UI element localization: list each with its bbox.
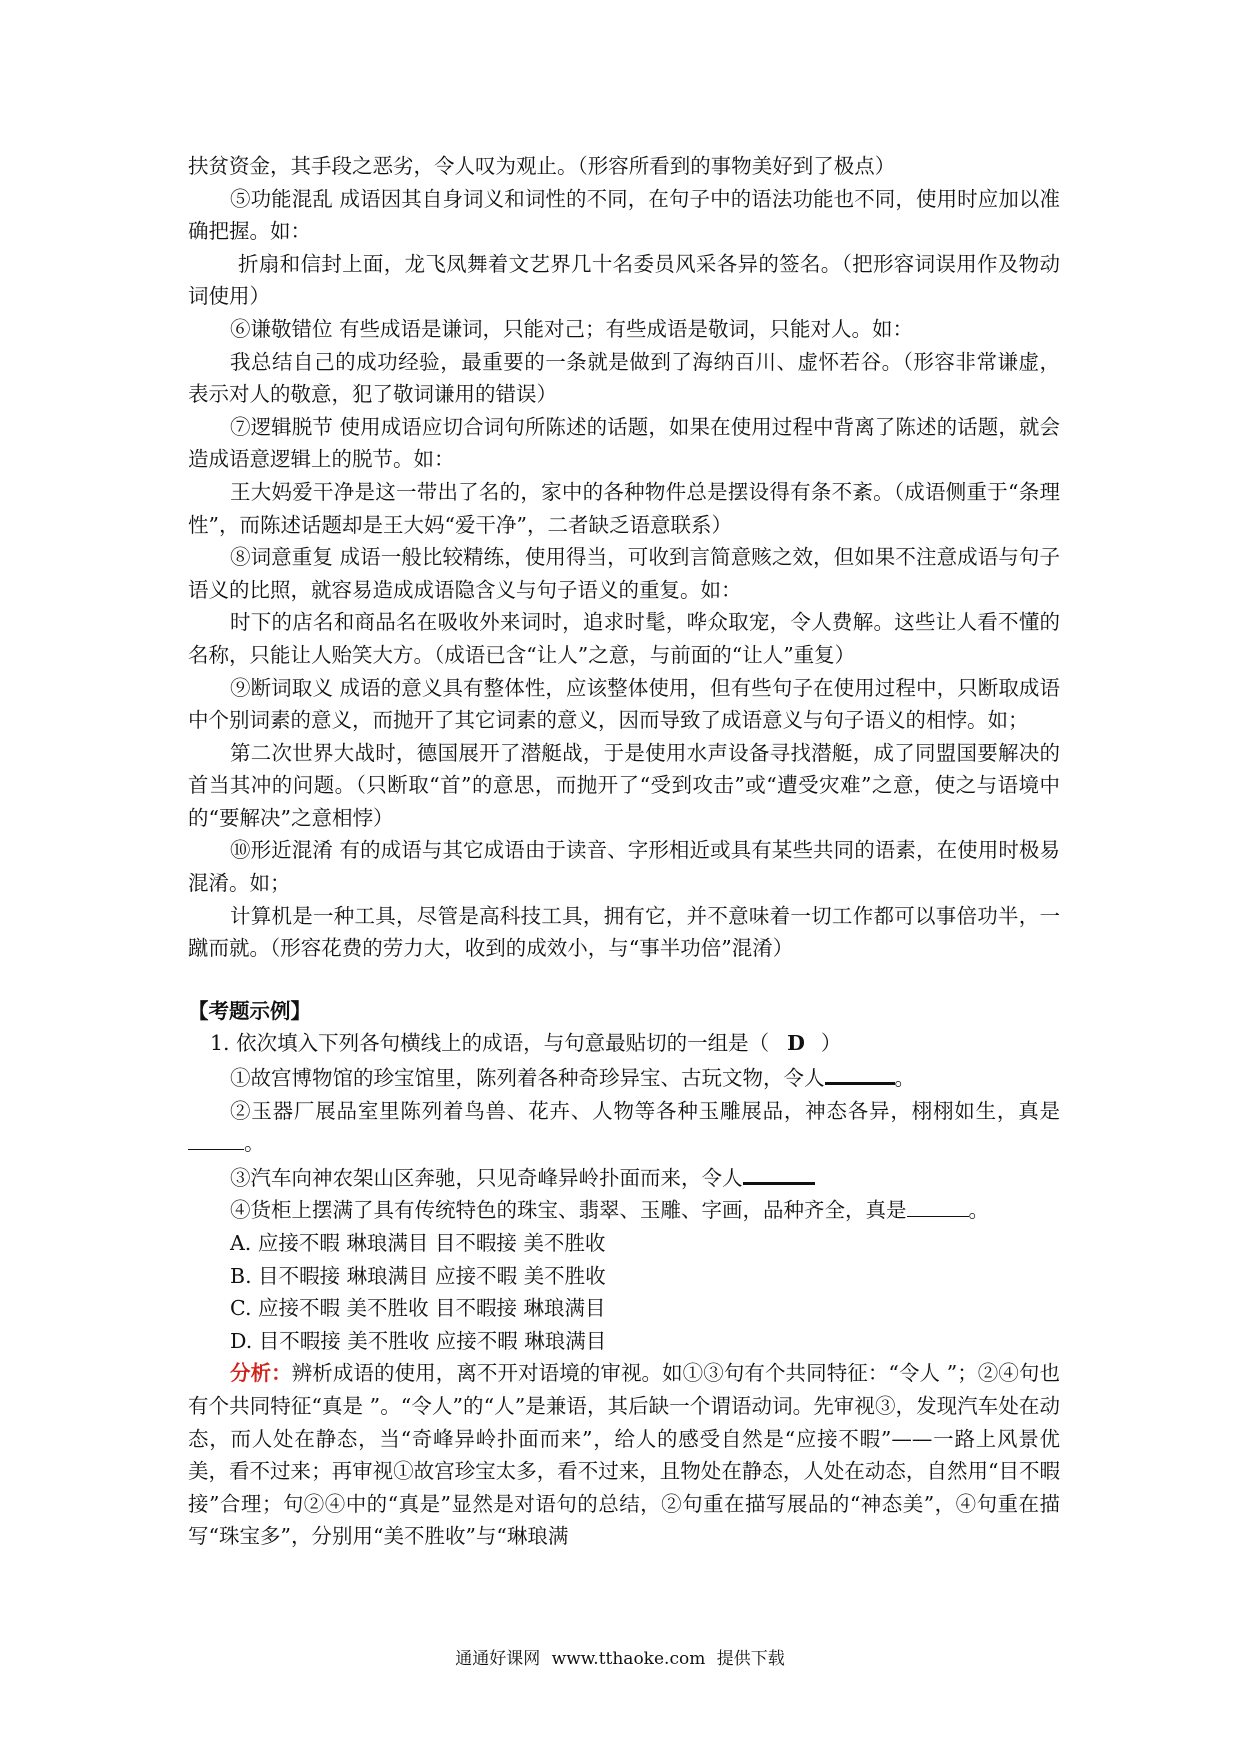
document-page [188, 150, 1060, 1553]
question-1-answer: D [787, 1031, 805, 1056]
rule-7-logic-gap: ⑦逻辑脱节 使用成语应切合词句所陈述的话题，如果在使用过程中背离了陈述的话题，就会造成语意逻辑上的脱节。如： [188, 414, 1060, 472]
blank-line [825, 1060, 895, 1085]
sentence-2-text: ②玉器厂展品室里陈列着鸟兽、花卉、人物等各种玉雕展品，神态各异，栩栩如生，真是 [230, 1098, 1060, 1123]
question-1 [188, 1027, 1060, 1060]
paragraph-continuation: 扶贫资金，其手段之恶劣，令人叹为观止。（形容所看到的事物美好到了极点） [188, 154, 896, 178]
sentence-3 [188, 1160, 1060, 1195]
rule-10-similar-form: ⑩形近混淆 有的成语与其它成语由于读音、字形相近或具有某些共同的语素，在使用时极易混淆。如； [188, 838, 1060, 896]
sentence-2 [188, 1095, 1060, 1160]
blank-line [188, 1127, 244, 1150]
footer-site-name: 通通好课网 [455, 1649, 541, 1669]
sentence-1-text: ①故宫博物馆的珍宝馆里，陈列着各种奇珍异宝、古玩文物，令人 [230, 1066, 825, 1091]
footer-note: 提供下载 [716, 1649, 785, 1669]
rule-7-example: 王大妈爱干净是这一带出了名的，家中的各种物件总是摆设得有条不紊。（成语侧重于“条理性”，而陈述话题却是王大妈“爱干净”，二者缺乏语意联系） [188, 479, 1060, 537]
sentence-1-end: 。 [894, 1066, 915, 1091]
sentence-4-end: 。 [968, 1198, 989, 1223]
blank-line [743, 1160, 815, 1185]
sentence-4 [188, 1194, 1060, 1227]
footer-url[interactable]: www.tthaoke.com [551, 1649, 706, 1669]
option-a: A. 应接不暇 琳琅满目 目不暇接 美不胜收 [230, 1231, 606, 1255]
rule-9-partial-meaning: ⑨断词取义 成语的意义具有整体性，应该整体使用，但有些句子在使用过程中，只断取成语中个别词素的意义，而抛开了其它词素的意义，因而导致了成语意义与句子语义的相悖。如； [188, 675, 1060, 733]
rule-5-example: 折扇和信封上面，龙飞凤舞着文艺界几十名委员风采各异的签名。（把形容词误用作及物动词使用） [188, 251, 1060, 309]
analysis-paragraph [188, 1357, 1060, 1553]
option-b: B. 目不暇接 琳琅满目 应接不暇 美不胜收 [230, 1263, 606, 1288]
page-footer [0, 1644, 1240, 1669]
sentence-4-text: ④货柜上摆满了具有传统特色的珠宝、翡翠、玉雕、字画，品种齐全，真是 [230, 1198, 907, 1223]
rule-6-humble-honorific: ⑥谦敬错位 有些成语是谦词，只能对己；有些成语是敬词，只能对人。如： [230, 316, 914, 341]
question-1-close: ） [820, 1031, 842, 1056]
blank-line [907, 1194, 969, 1217]
question-1-stem: 1. 依次填入下列各句横线上的成语，与句意最贴切的一组是（ [210, 1031, 770, 1056]
rule-8-repetition: ⑧词意重复 成语一般比较精练，使用得当，可收到言简意赅之效，但如果不注意成语与句子语义的比照，就容易造成成语隐含义与句子语义的重复。如： [188, 545, 1060, 602]
option-d: D. 目不暇接 美不胜收 应接不暇 琳琅满目 [230, 1328, 607, 1353]
analysis-text: 辨析成语的使用，离不开对语境的审视。如①③句有个共同特征：“令人 ”；②④句也有个共同特征“真是 ”。“令人”的“人”是兼语，其后缺一个谓语动词。先审视③，发现汽车处在动态，而人处在静态，当“奇峰异岭扑面而来”，给人的感受自然是“应接不暇”——一路上风景优美，看不过来；再审视①故宫珍宝太多，看不过来，且物处在静态，人处在动态，自然用“目不暇接”合理；句②④中的“真是”显然是对语句的总结，②句重在描写展品的“神态美”，④句重在描写“珠宝多”，分别用“美不胜收”与“琳琅满 [188, 1361, 1060, 1549]
sentence-3-text: ③汽车向神农架山区奔驰，只见奇峰异岭扑面而来，令人 [230, 1165, 743, 1190]
sentence-2-end: 。 [244, 1131, 265, 1156]
sentence-1 [188, 1060, 1060, 1095]
rule-8-example: 时下的店名和商品名在吸收外来词时，追求时髦，哗众取宠，令人费解。这些让人看不懂的名称，只能让人贻笑大方。（成语已含“让人”之意，与前面的“让人”重复） [188, 610, 1060, 667]
option-c: C. 应接不暇 美不胜收 目不暇接 琳琅满目 [230, 1296, 606, 1321]
rule-5-functional-confusion: ⑤功能混乱 成语因其自身词义和词性的不同，在句子中的语法功能也不同，使用时应加以准确把握。如： [188, 186, 1060, 244]
rule-9-example: 第二次世界大战时，德国展开了潜艇战，于是使用水声设备寻找潜艇，成了同盟国要解决的首当其冲的问题。（只断取“首”的意思，而抛开了“受到攻击”或“遭受灾难”之意，使之与语境中的“要解决”之意相悖） [188, 740, 1060, 830]
section-heading-exam-examples: 【考题示例】 [188, 998, 311, 1023]
rule-10-example: 计算机是一种工具，尽管是高科技工具，拥有它，并不意味着一切工作都可以事倍功半，一蹴而就。（形容花费的劳力大，收到的成效小，与“事半功倍”混淆） [188, 903, 1060, 961]
analysis-label: 分析： [230, 1361, 292, 1386]
rule-6-example: 我总结自己的成功经验，最重要的一条就是做到了海纳百川、虚怀若谷。（形容非常谦虚，表示对人的敬意，犯了敬词谦用的错误） [188, 349, 1060, 407]
